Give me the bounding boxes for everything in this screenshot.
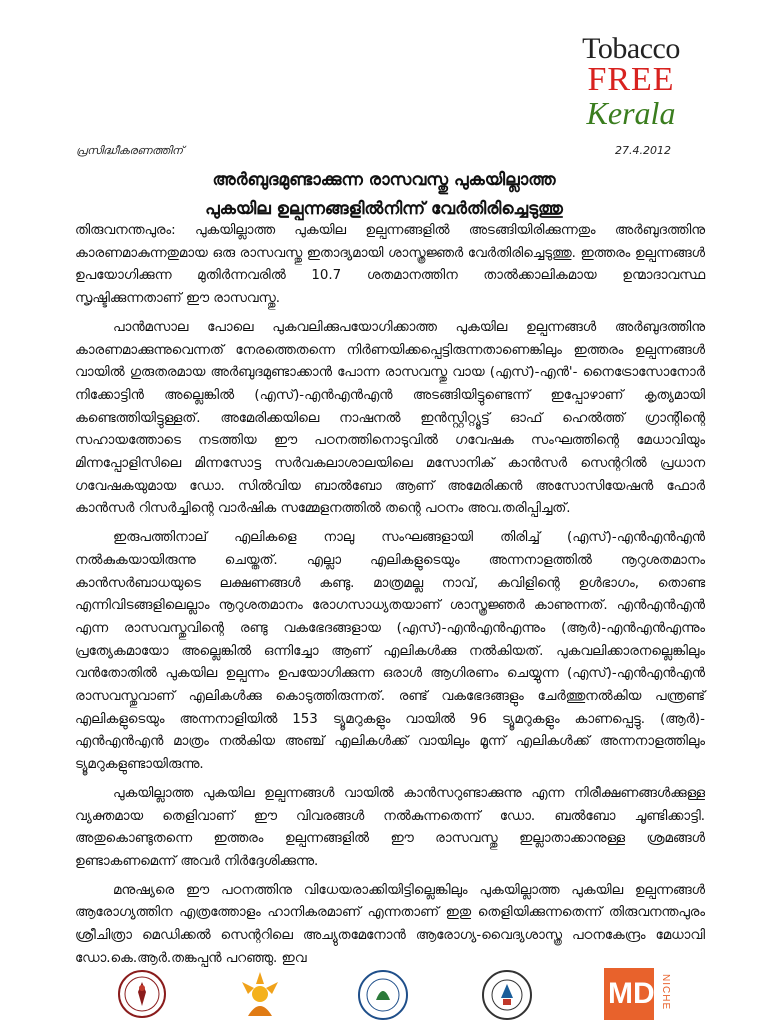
article-body [75,220,705,977]
sun-figure-logo-icon [234,968,286,1020]
release-date: 27.4.2012 [615,144,671,157]
md-logo-text: MD [608,977,655,1010]
cancer-centre-seal-icon [116,968,168,1020]
paragraph-5: മനുഷ്യരെ ഈ പഠനത്തിനു വിധേയരാക്കിയിട്ടില്ലെങ്കിലും പുകയില്ലാത്ത പുകയില ഉല്പന്നങ്ങൾ ആരോഗ്യത്തിന എത്രത്തോളം ഹാനികരമാണ് എന്നതാണ് ഇതു തെളിയിക്കുന്നതെന്ന് തിരുവനന്തപുരം ശ്രീചിത്രാ മെഡിക്കൽ സെന്ററിലെ അച്യുതമേനോൻ ആരോഗ്യ-വൈദ്യശാസ്ത്ര പഠനകേന്ദ്രം മേധാവി ഡോ.കെ.ആർ.തങ്കപ്പൻ പറഞ്ഞു. ഇവ [75,882,705,966]
paragraph-1: തിരുവനന്തപുരം: പുകയില്ലാത്ത പുകയില ഉല്പന്നങ്ങളിൽ അടങ്ങിയിരിക്കുന്നതും അർബുദത്തിനു കാരണമാകുന്നതുമായ ഒരു രാസവസ്തു ഇതാദ്യമായി ശാസ്ത്രജ്ഞർ വേർതിരിച്ചെടുത്തു. ഇത്തരം ഉല്പന്നങ്ങൾ ഉപയോഗിക്കുന്ന മുതിർന്നവരിൽ 10.7 ശതമാനത്തിന താൽക്കാലികമായ ഉന്മാദാവസ്ഥ സൃഷ്ടിക്കുന്നതാണ് ഈ രാസവസ്തു. [75,223,705,307]
voluntary-health-seal-icon [356,968,410,1022]
md-logo-sub: NICHE [660,974,671,1011]
logo-line-free: FREE [587,61,675,98]
footer-logos [0,968,768,1024]
headline-line-2: പുകയില ഉല്പന്നങ്ങളിൽനിന്ന് വേർതിരിച്ചെടുത്തു [205,199,563,219]
md-niche-logo [604,968,654,1020]
tobacco-free-kerala-logo [566,34,696,130]
release-label: പ്രസിദ്ധീകരണത്തിന് [76,144,184,157]
logo-line-kerala: Kerala [586,95,676,131]
headline-line-1: അർബുദമുണ്ടാക്കുന്ന രാസവസ്തു പുകയില്ലാത്ത [212,170,556,190]
logo-line-tobacco: Tobacco [582,32,680,65]
paragraph-3: ഇരുപത്തിനാല് എലികളെ നാലു സംഘങ്ങളായി തിരിച്ച് (എസ്)-എൻഎൻഎൻ നൽകുകയായിരുന്നു ചെയ്തത്. എല്ലാ എലികളുടെയും അന്നനാളത്തിൽ നൂറുശതമാനം കാൻസർബാധയുടെ ലക്ഷണങ്ങൾ കണ്ടു. മാത്രമല്ല നാവ്, കവിളിന്റെ ഉൾഭാഗം, തൊണ്ട എന്നിവിടങ്ങളിലെല്ലാം നൂറുശതമാനം രോഗസാധ്യതയാണ് ശാസ്ത്രജ്ഞർ കാണുന്നത്. എൻഎൻഎൻ എന്ന രാസവസ്തുവിന്റെ രണ്ടു വകഭേദങ്ങളായ (എസ്)-എൻഎൻഎന്നും (ആർ)-എൻഎൻഎന്നും പ്രത്യേകമായോ അല്ലെങ്കിൽ ഒന്നിച്ചോ ആണ് എലികൾക്കു നൽകിയത്. പുകവലിക്കാരനല്ലെങ്കിലും വൻതോതിൽ പുകയില ഉല്പന്നം ഉപയോഗിക്കുന്ന ഒരാൾ ആഗിരണം ചെയ്യുന്ന (എസ്)-എൻഎൻഎൻ രാസവസ്തുവാണ് എലികൾക്കു കൊടുത്തിരുന്നത്. രണ്ട് വകഭേദങ്ങളും ചേർത്തുനൽകിയ പന്ത്രണ്ട് എലികളുടെയും അന്നനാളിയിൽ 153 ട്യൂമറുകളും വായിൽ 96 ട്യൂമറുകളും കാണപ്പെട്ടു. (ആർ)-എൻഎൻഎൻ മാത്രം നൽകിയ അഞ്ച് എലികൾക്ക് വായിലും മൂന്ന് എലികൾക്ക് അന്നനാളത്തിലും ട്യൂമറുകളുണ്ടായിരുന്നു. [75,530,705,773]
malabar-cancer-centre-seal-icon [480,968,534,1022]
paragraph-2: പാൻമസാല പോലെ പുകവലിക്കുപയോഗിക്കാത്ത പുകയില ഉല്പന്നങ്ങൾ അർബുദത്തിനു കാരണമാക്കുന്നുവെന്നത് നേരത്തെതന്നെ നിർണയിക്കപ്പെട്ടിരുന്നതാണെങ്കിലും ഇത്തരം ഉല്പന്നങ്ങൾ വായിൽ ഗുരുതരമായ അർബുദമുണ്ടാക്കാൻ പോന്ന രാസവസ്തു വായ (എസ്)-എൻ'- നൈട്രോസോനോർ നിക്കോട്ടിൻ അല്ലെങ്കിൽ (എസ്)-എൻഎൻഎൻ അടങ്ങിയിട്ടുണ്ടെന്ന് ഇപ്പോഴാണ് കൃത്യമായി കണ്ടെത്തിയിട്ടുള്ളത്. അമേരിക്കയിലെ നാഷനൽ ഇൻസ്റ്റിറ്റ്യൂട്ട് ഓഫ് ഹെൽത്ത് ഗ്രാന്റിന്റെ സഹായത്തോടെ നടത്തിയ ഈ പഠനത്തിനൊടുവിൽ ഗവേഷക സംഘത്തിന്റെ മേധാവിയും മിന്നപ്പോളിസിലെ മിന്നസോട്ട സർവകലാശാലയിലെ മസോനിക് കാൻസർ സെന്ററിൽ പ്രധാന ഗവേഷകയുമായ ഡോ. സിൽവിയ ബാൽബോ ആണ് അമേരിക്കൻ അസോസിയേഷൻ ഫോർ കാൻസർ റിസർച്ചിന്റെ വാർഷിക സമ്മേളനത്തിൽ തന്റെ പഠനം അവ.തരിപ്പിച്ചത്. [75,319,705,517]
paragraph-4: പുകയില്ലാത്ത പുകയില ഉല്പന്നങ്ങൾ വായിൽ കാൻസറുണ്ടാക്കുന്നു എന്ന നിരീക്ഷണങ്ങൾക്കുള്ള വ്യക്തമായ തെളിവാണ് ഈ വിവരങ്ങൾ നൽകുന്നതെന്ന് ഡോ. ബൽബോ ചൂണ്ടിക്കാട്ടി. അതുകൊണ്ടുതന്നെ ഇത്തരം ഉല്പന്നങ്ങളിൽ ഈ രാസവസ്തു ഇല്ലാതാക്കാനുള്ള ശ്രമങ്ങൾ ഉണ്ടാകണമെന്ന് അവർ നിർദ്ദേശിക്കുന്നു. [75,785,705,869]
